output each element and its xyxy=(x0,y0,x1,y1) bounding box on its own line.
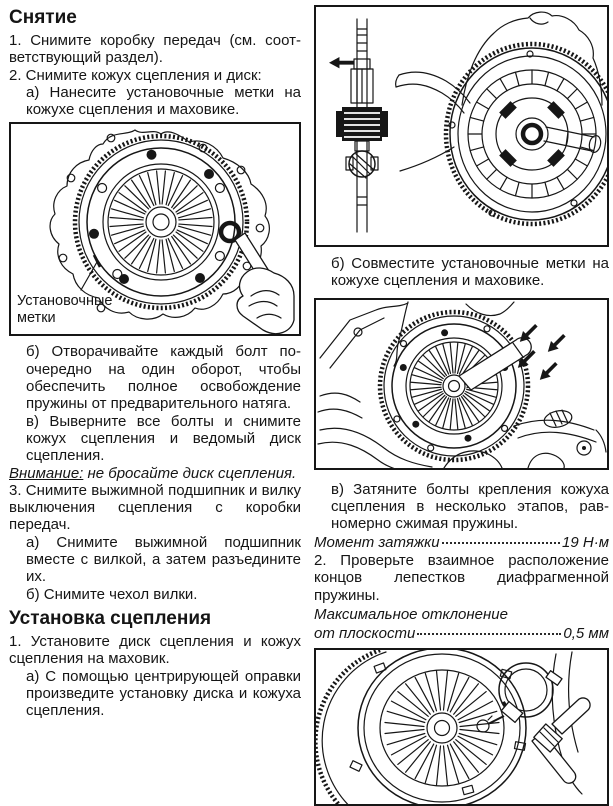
warning-label: Внимание: xyxy=(9,464,84,482)
substep-align-marks: б) Совместите установочные метки на кожухе сцепления и маховике. xyxy=(331,255,609,290)
mandrel-shaft xyxy=(544,127,602,153)
clutch-cover-face xyxy=(350,650,526,804)
spec-torque xyxy=(314,534,609,552)
spec-torque-value: 19 Н·м xyxy=(562,534,609,552)
dial-indicator-drawing xyxy=(316,650,607,804)
substep-loosen-bolts: б) Отворачивайте каждый болт поочередно на один оборот, чтобы обеспечить полное освобождение пружины от предварительного натяга. xyxy=(26,343,301,413)
figure-centering-tool-flywheel xyxy=(314,5,609,247)
spec-deviation xyxy=(314,625,609,643)
alignment-marks-label: Установочные xyxy=(17,293,113,310)
sst-centering-tool xyxy=(336,19,388,232)
substep-apply-marks: а) Нанесите установочные метки на кожухе сцепления и маховике. xyxy=(26,83,301,119)
spec-deviation-label: от плоскости xyxy=(314,625,416,643)
heading-removal: Снятие xyxy=(9,7,77,28)
flywheel-clutch-disc xyxy=(446,44,607,224)
step-install-disc: 1. Установите диск сцепления и кожух сцепления на маховик. xyxy=(9,632,301,668)
clutch-install-drawing xyxy=(316,300,607,468)
dotted-leader xyxy=(417,633,561,635)
substep-remove-bearing-fork: а) Снимите выжимной подшипник вместе с вилкой, а затем разъедините их. xyxy=(26,533,301,586)
clutch-cover-drawing xyxy=(11,124,297,334)
left-arrow-icon xyxy=(329,57,354,68)
heading-install: Установка сцепления xyxy=(9,607,212,629)
dotted-leader xyxy=(442,542,560,544)
spec-deviation-line1: Максимальное отклонение xyxy=(314,605,508,623)
step-remove-cover: 2. Снимите кожух сцепления и диск: xyxy=(9,66,262,84)
substep-remove-bolts: в) Выверните все болты и снимите кожух сцепления и ведомый диск сцепления. xyxy=(26,412,301,465)
step-remove-gearbox: 1. Снимите коробку передач (см. соответствующий раздел). xyxy=(9,32,301,67)
spec-torque-label: Момент затяжки xyxy=(314,534,440,552)
alignment-marks-label-2: метки xyxy=(17,310,56,327)
substep-centering-tool: а) С помощью центрирующей оправки произведите установку диска и кожуха сцепления. xyxy=(26,667,301,720)
hand-drawing xyxy=(237,268,294,334)
figure-tighten-bolts xyxy=(314,298,609,470)
right-column xyxy=(314,5,609,806)
spec-deviation-value: 0,5 мм xyxy=(563,625,609,643)
figure-dial-indicator xyxy=(314,648,609,806)
clutch-cover-installed xyxy=(380,312,528,460)
figure-clutch-alignment-marks xyxy=(9,122,301,336)
substep-remove-boot: б) Снимите чехол вилки. xyxy=(26,585,198,603)
substep-tighten-bolts: в) Затяните болты крепления кожуха сцепления в несколько этапов, равномерно сжимая пружины. xyxy=(331,480,609,533)
step-remove-bearing: 3. Снимите выжимной подшипник и вилку выключения сцепления с коробки передач. xyxy=(9,481,301,534)
warning-text: не бросайте диск сцепления. xyxy=(83,464,297,482)
step-check-fingers: 2. Проверьте взаимное расположение концов лепестков диафрагменной пружины. xyxy=(314,551,609,604)
left-column xyxy=(9,5,301,806)
warning-note xyxy=(9,465,301,482)
centering-tool-drawing xyxy=(316,7,607,245)
gauge-stand xyxy=(532,698,590,783)
